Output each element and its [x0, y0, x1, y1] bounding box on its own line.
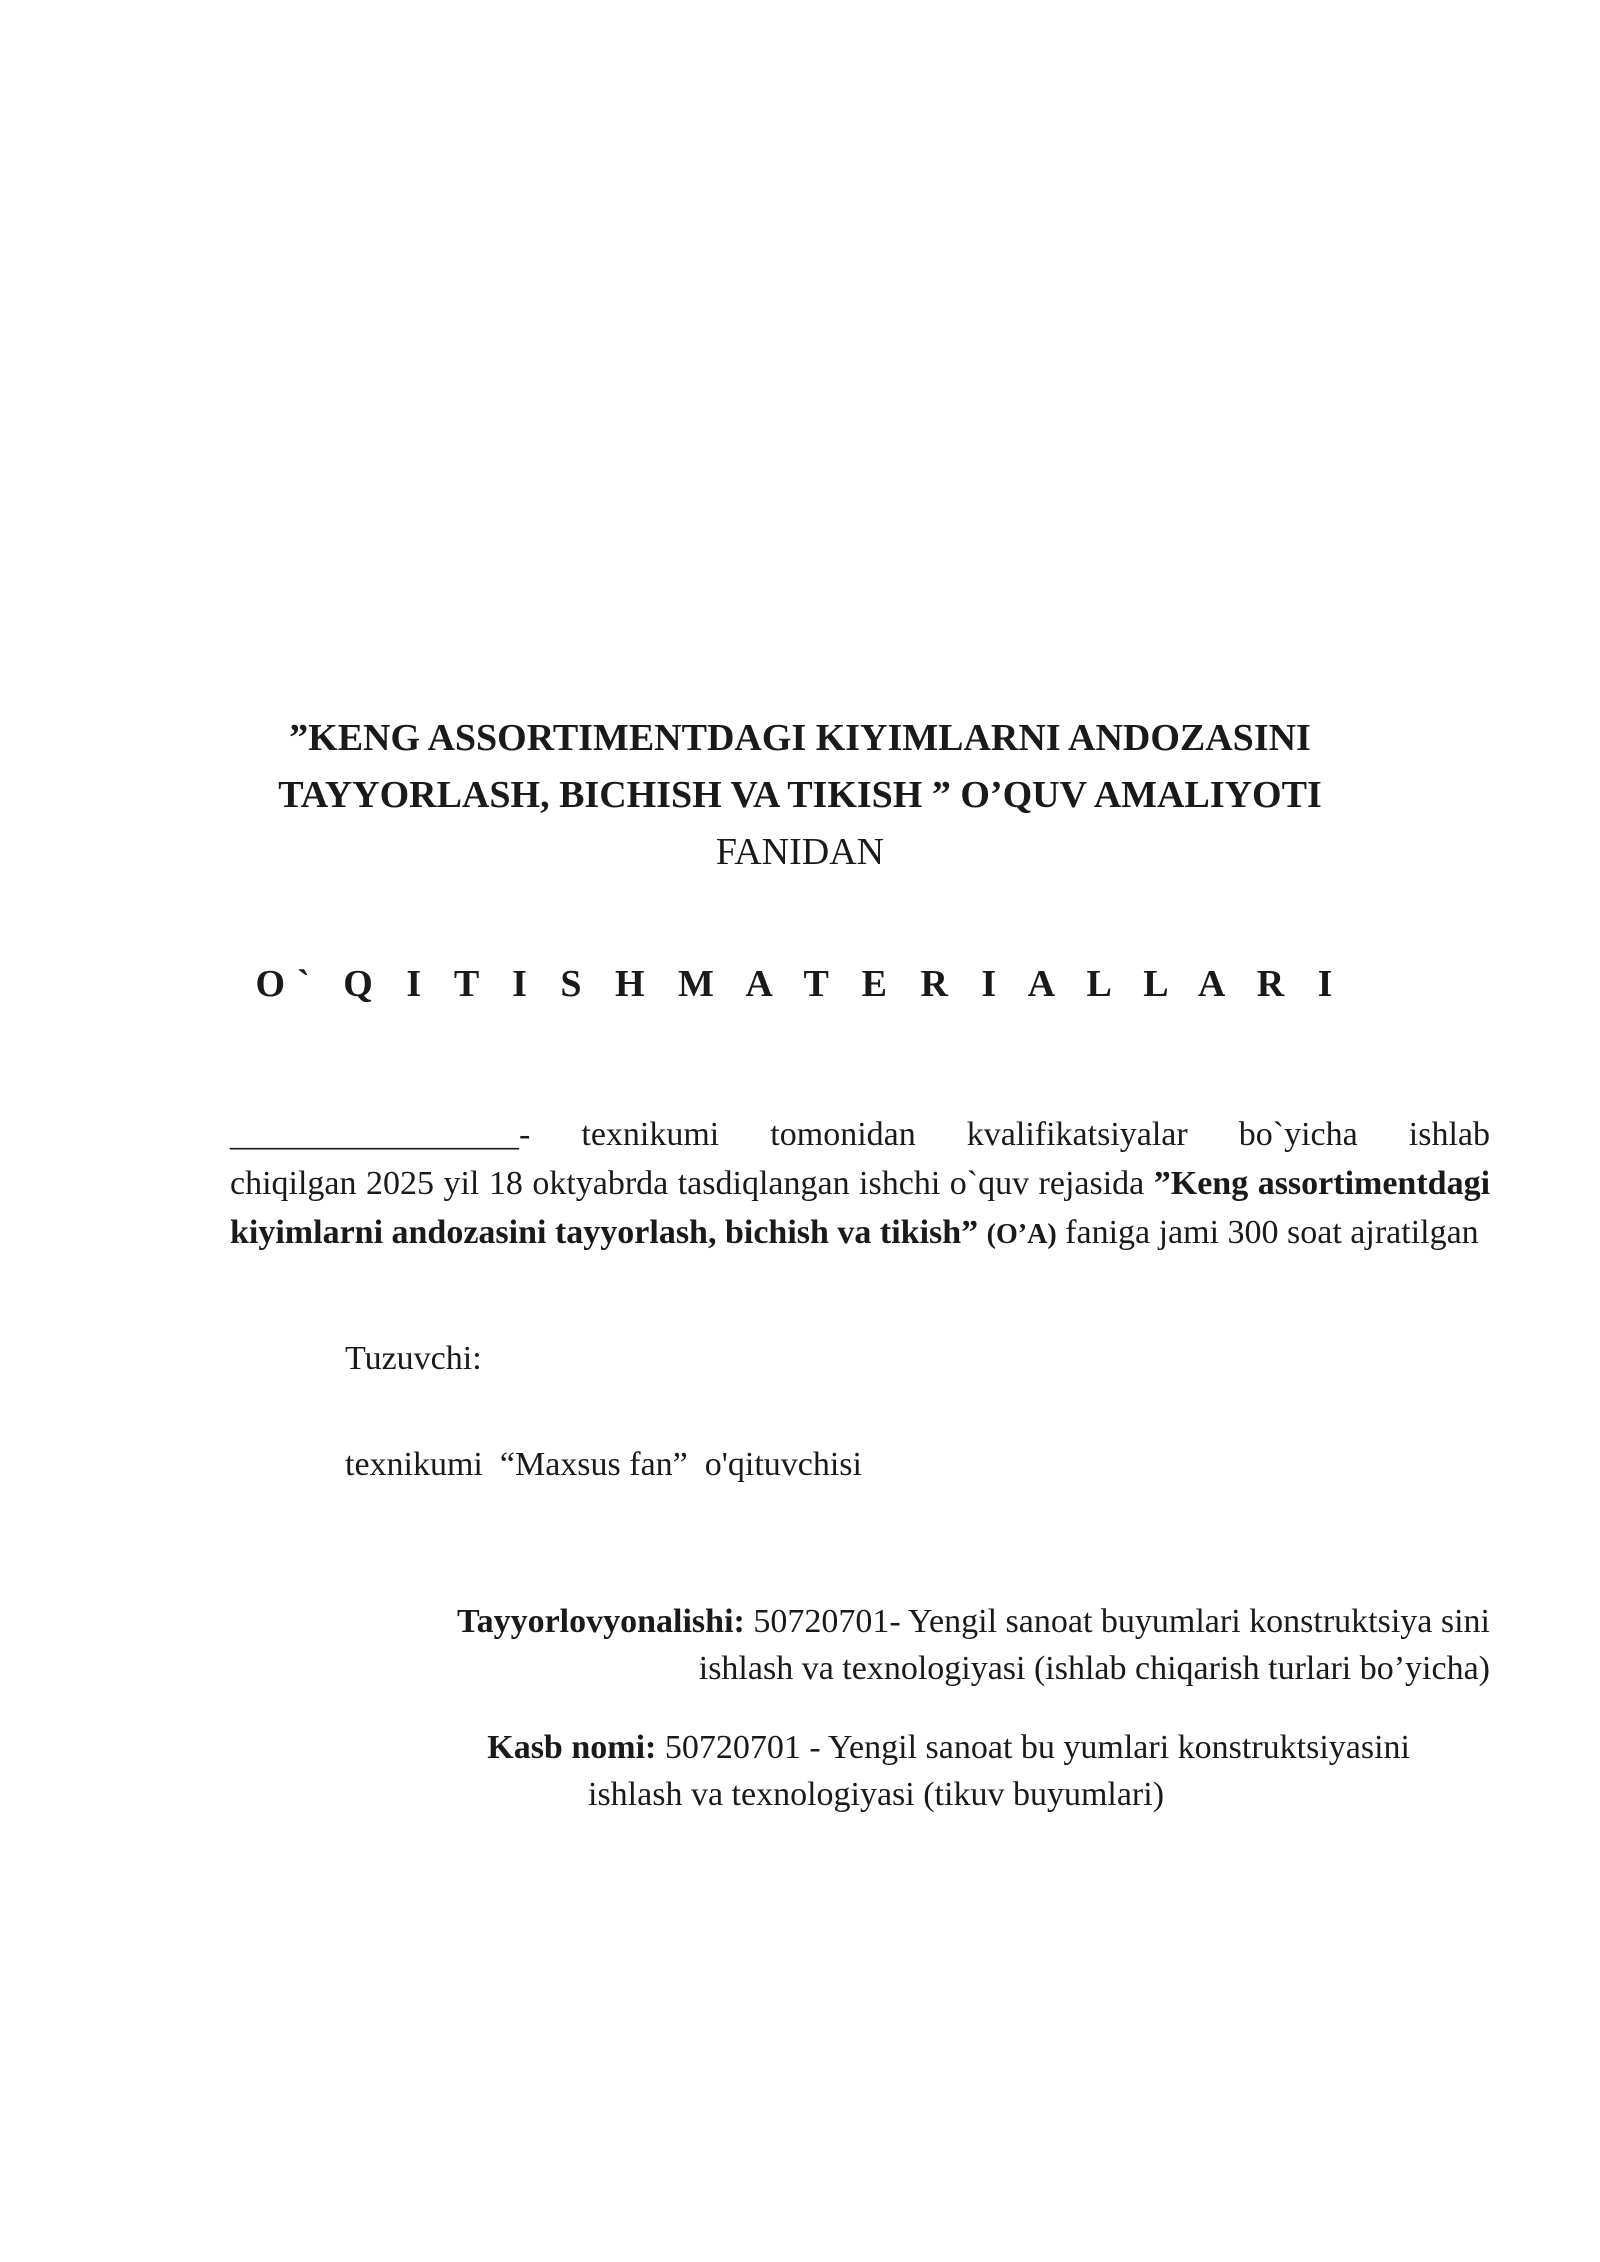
- paragraph-quote-close: ”: [961, 1214, 979, 1251]
- paragraph-line-1: [230, 1110, 1490, 1159]
- paragraph-subject-name: assortimentdagi kiyimlarni andozasini tayyorlash, bichish va tikish: [230, 1165, 1491, 1251]
- paragraph-line-2-text: chiqilgan 2025 yil 18 oktyabrda tasdiqlangan ishchi o`quv rejasida: [230, 1165, 1154, 1202]
- direction-row-1: [200, 1598, 1490, 1645]
- paragraph-code: (O’A): [986, 1219, 1057, 1250]
- direction-line-1: 50720701- Yengil sanoat buyumlari konstruktsiya sini: [744, 1603, 1490, 1640]
- profession-line-2: ishlash va texnologiyasi (tikuv buyumlari): [588, 1776, 1165, 1813]
- title-line-1: ”KENG ASSORTIMENTDAGI KIYIMLARNI ANDOZASINI: [289, 717, 1311, 759]
- paragraph-line-2-bold: ”Keng: [1153, 1165, 1249, 1202]
- blank-line: _________________: [230, 1116, 519, 1153]
- title-line-3: FANIDAN: [715, 831, 885, 873]
- profession-label: Kasb nomi:: [487, 1729, 657, 1766]
- direction-line-2: ishlash va texnologiyasi (ishlab chiqarish turlari bo’yicha): [698, 1650, 1490, 1687]
- paragraph-line-4: faniga jami 300 soat ajratilgan: [1065, 1214, 1479, 1251]
- direction-block: [200, 1598, 1490, 1692]
- profession-row-1: [200, 1724, 1410, 1771]
- direction-label: Tayyorlovyonalishi:: [457, 1603, 745, 1640]
- profession-block: [200, 1724, 1410, 1818]
- intro-paragraph: [230, 1110, 1490, 1259]
- paragraph-line-1-text: - texnikumi tomonidan kvalifikatsiyalar bo`yicha ishlab: [519, 1116, 1490, 1153]
- teacher-line: texnikumi “Maxsus fan” o'qituvchisi: [345, 1446, 862, 1483]
- document-subtitle: O` Q I T I S H M A T E R I A L L A R I: [255, 963, 1345, 1005]
- profession-line-1: 50720701 - Yengil sanoat bu yumlari konstruktsiyasini: [656, 1729, 1410, 1766]
- document-title: [0, 710, 1600, 881]
- author-label: Tuzuvchi:: [345, 1340, 482, 1377]
- title-line-2: TAYYORLASH, BICHISH VA TIKISH ” O’QUV AMALIYOTI: [278, 774, 1322, 816]
